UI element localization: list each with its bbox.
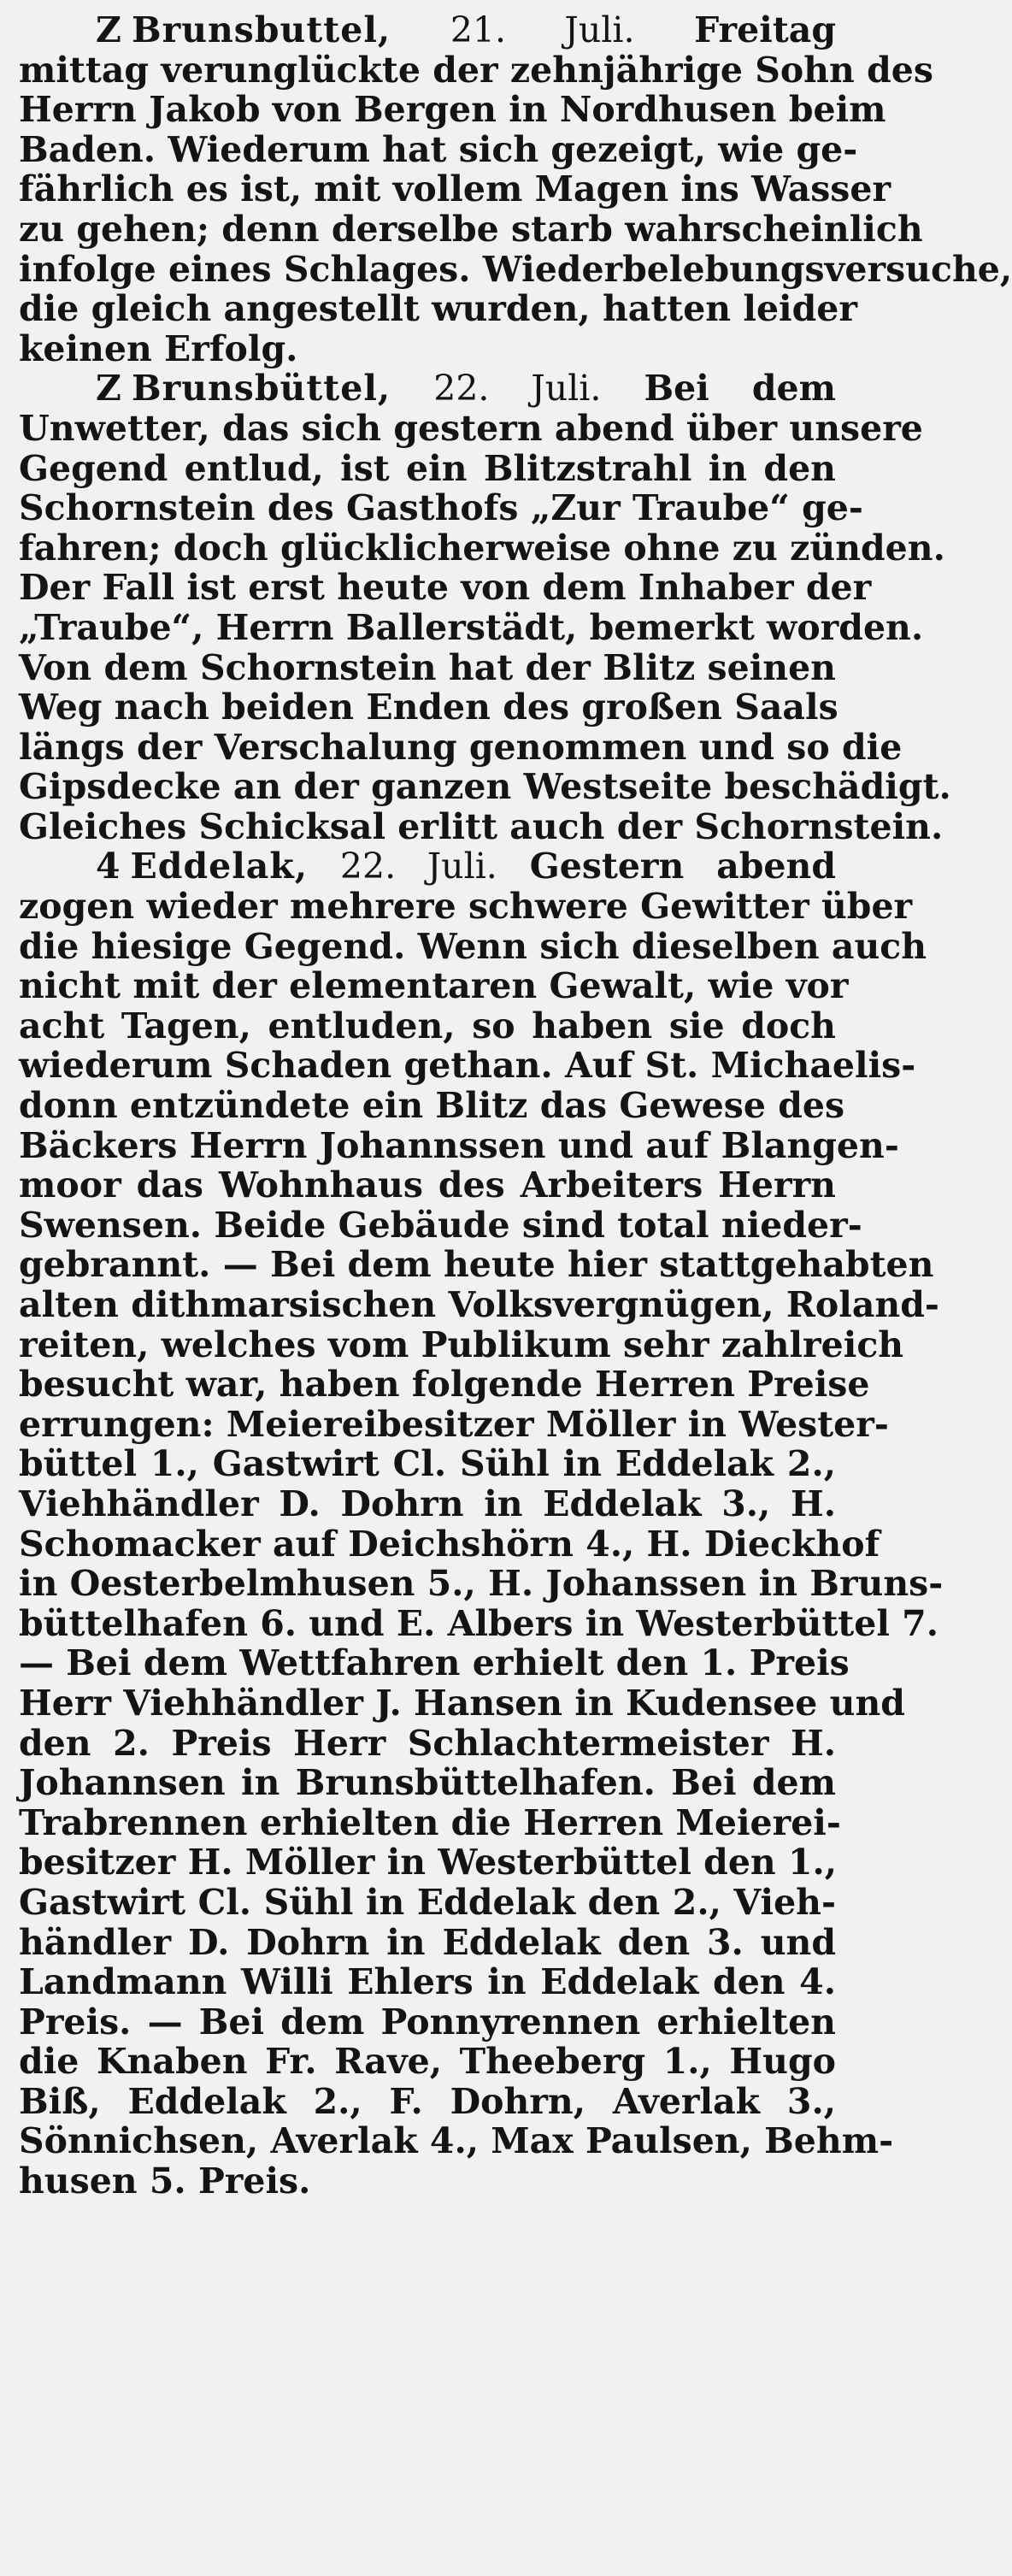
article-text-line: die hiesige Gegend. Wenn sich dieselben auch (19, 925, 927, 967)
article-text-line: — Bei dem Wettfahren erhielt den 1. Preis (19, 1642, 850, 1684)
article-text-line: fahren; doch glücklicherweise ohne zu zünden. (19, 527, 945, 569)
article-text-line: Johannsen in Brunsbüttelhafen. Bei dem (19, 1762, 836, 1804)
article-text-line: den 2. Preis Herr Schlachtermeister H. (19, 1722, 836, 1764)
article-text-line: errungen: Meiereibesitzer Möller in Wester- (19, 1403, 889, 1445)
article-text-line: Trabrennen erhielten die Herren Meierei- (19, 1801, 841, 1843)
article-first-line-rest: Freitag (694, 9, 836, 50)
article-text-line: gebrannt. — Bei dem heute hier stattgehabten (19, 1244, 934, 1286)
article-text-line: zogen wieder mehrere schwere Gewitter über (19, 886, 913, 928)
article-text-line: büttel 1., Gastwirt Cl. Sühl in Eddelak 2., (19, 1443, 836, 1485)
article-text-line: donn entzündete ein Blitz das Gewese des (19, 1085, 845, 1127)
article-text-line: büttelhafen 6. und E. Albers in Westerbüttel 7. (19, 1602, 938, 1644)
article-text-line: Herr Viehhändler J. Hansen in Kudensee und (19, 1682, 905, 1724)
article-text-line: nicht mit der elementaren Gewalt, wie vor (19, 965, 849, 1007)
article-text-line: Der Fall ist erst heute von dem Inhaber der (19, 567, 872, 609)
article-text-line: moor das Wohnhaus des Arbeiters Herrn (19, 1164, 836, 1206)
article-text-line: die Knaben Fr. Rave, Theeberg 1., Hugo (19, 2041, 836, 2083)
article-symbol: 4 (96, 846, 121, 887)
article-text-line: husen 5. Preis. (19, 2160, 311, 2202)
article-text-line: Sönnichsen, Averlak 4., Max Paulsen, Behm- (19, 2120, 894, 2162)
article-text-line: wiederum Schaden gethan. Auf St. Michaelis- (19, 1045, 916, 1087)
article-text-line: Von dem Schornstein hat der Blitz seinen (19, 646, 836, 688)
article-date: 22. Juli. (339, 846, 497, 887)
article-text-line: Biß, Eddelak 2., F. Dohrn, Averlak 3., (19, 2080, 836, 2122)
article-text-line: besucht war, haben folgende Herren Preise (19, 1364, 870, 1406)
article-text-line: acht Tagen, entluden, so haben sie doch (19, 1005, 836, 1046)
article-text-line: Schomacker auf Deichshörn 4., H. Dieckhof (19, 1523, 880, 1565)
news-article-brunsbuettel-1 (19, 9, 1012, 369)
news-article-brunsbuettel-2 (19, 368, 951, 847)
article-text-line: Gipsdecke an der ganzen Westseite beschädigt. (19, 766, 951, 808)
article-place: Eddelak, (130, 846, 309, 887)
article-text-line: längs der Verschalung genommen und so die (19, 726, 903, 768)
article-text-line: Gegend entlud, ist ein Blitzstrahl in den (19, 447, 836, 489)
article-text-line: Preis. — Bei dem Ponnyrennen erhielten (19, 2001, 836, 2043)
article-symbol: Z (96, 368, 121, 410)
article-first-line-rest: Gestern abend (529, 846, 836, 887)
article-text-line: Baden. Wiederum hat sich gezeigt, wie ge- (19, 128, 858, 170)
article-text-line: die gleich angestellt wurden, hatten leider (19, 288, 857, 330)
article-text-line: händler D. Dohrn in Eddelak den 3. und (19, 1921, 836, 1963)
article-text-line: Unwetter, das sich gestern abend über unsere (19, 407, 923, 449)
article-place: Brunsbuttel, (131, 9, 391, 50)
article-text-line: fährlich es ist, mit vollem Magen ins Wasser (19, 168, 891, 210)
article-text-line: keinen Erfolg. (19, 327, 298, 369)
article-text-line: Gastwirt Cl. Sühl in Eddelak den 2., Vieh- (19, 1881, 836, 1923)
article-text-line: Swensen. Beide Gebäude sind total nieder- (19, 1204, 862, 1246)
article-text-line: besitzer H. Möller in Westerbüttel den 1., (19, 1842, 838, 1883)
article-text-line: Viehhändler D. Dohrn in Eddelak 3., H. (19, 1483, 836, 1524)
article-text-line: mittag verunglückte der zehnjährige Sohn des (19, 49, 933, 91)
article-text-line: Bäckers Herrn Johannssen und auf Blangen- (19, 1124, 899, 1166)
news-article-eddelak (19, 846, 944, 2202)
article-date: 21. Juli. (450, 9, 635, 50)
article-symbol: Z (96, 9, 121, 50)
article-first-line-rest: Bei dem (644, 368, 837, 410)
article-text-line: Weg nach beiden Enden des großen Saals (19, 687, 838, 728)
article-text-line: Schornstein des Gasthofs „Zur Traube“ ge- (19, 487, 863, 529)
article-place: Brunsbüttel, (131, 368, 391, 410)
article-heading-line (19, 846, 836, 887)
article-text-line: reiten, welches vom Publikum sehr zahlreich (19, 1323, 904, 1365)
article-text-line: Gleiches Schicksal erlitt auch der Schornstein. (19, 805, 944, 847)
article-heading-line (19, 368, 836, 409)
article-heading-line (19, 10, 836, 50)
article-text-line: „Traube“, Herrn Ballerstädt, bemerkt worden. (19, 606, 924, 648)
article-text-line: zu gehen; denn derselbe starb wahrscheinlich (19, 208, 923, 250)
article-text-line: alten dithmarsischen Volksvergnügen, Roland- (19, 1284, 939, 1325)
article-text-line: infolge eines Schlages. Wiederbelebungsversuche, (19, 248, 1012, 290)
article-date: 22. Juli. (433, 368, 602, 410)
article-text-line: in Oesterbelmhusen 5., H. Johanssen in Bruns- (19, 1563, 944, 1605)
article-text-line: Landmann Willi Ehlers in Eddelak den 4. (19, 1961, 836, 2003)
article-text-line: Herrn Jakob von Bergen in Nordhusen beim (19, 89, 886, 131)
